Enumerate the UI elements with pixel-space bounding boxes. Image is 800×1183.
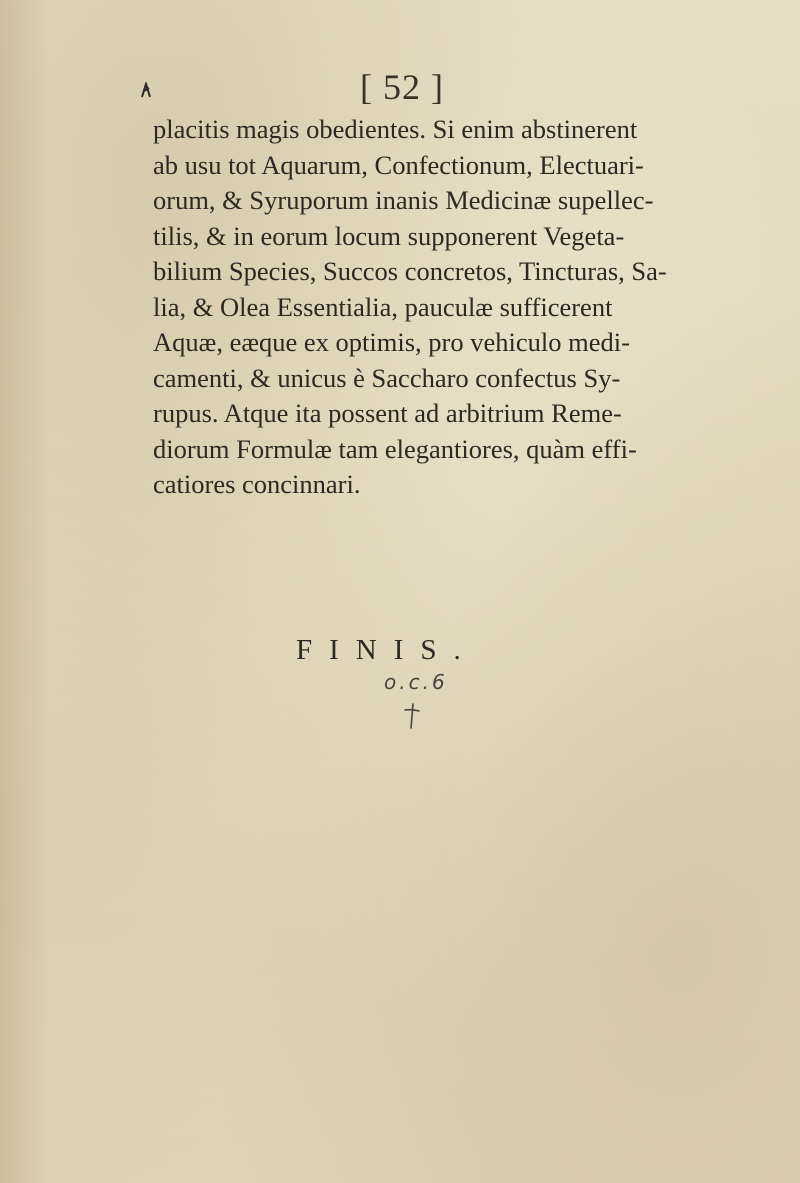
text-line: bilium Species, Succos concretos, Tincturas, Sa- xyxy=(153,256,667,286)
body-paragraph xyxy=(153,112,793,503)
text-line: rupus. Atque ita possent ad arbitrium Reme- xyxy=(153,398,622,428)
page-number: [ 52 ] xyxy=(360,67,444,107)
handwritten-cross-icon xyxy=(402,700,422,730)
text-line: orum, & Syruporum inanis Medicinæ supellec- xyxy=(153,185,654,215)
corner-mark-icon xyxy=(140,82,152,98)
text-line: diorum Formulæ tam elegantiores, quàm effi- xyxy=(153,433,637,464)
text-line: Aquæ, eæque ex optimis, pro vehiculo medi- xyxy=(153,327,630,357)
text-line: tilis, & in eorum locum supponerent Vegeta- xyxy=(153,220,625,251)
finis-heading: FINIS. xyxy=(296,634,478,666)
page-edge-shadow xyxy=(0,0,50,1183)
text-line: placitis magis obedientes. Si enim abstinerent xyxy=(153,114,638,144)
handwritten-note: o.c.6 xyxy=(384,670,448,694)
text-line: ab usu tot Aquarum, Confectionum, Electuari- xyxy=(153,149,644,180)
text-line: camenti, & unicus è Saccharo confectus Sy- xyxy=(153,362,621,393)
text-line: lia, & Olea Essentialia, pauculæ sufficerent xyxy=(153,291,613,322)
text-line: catiores concinnari. xyxy=(153,469,361,499)
